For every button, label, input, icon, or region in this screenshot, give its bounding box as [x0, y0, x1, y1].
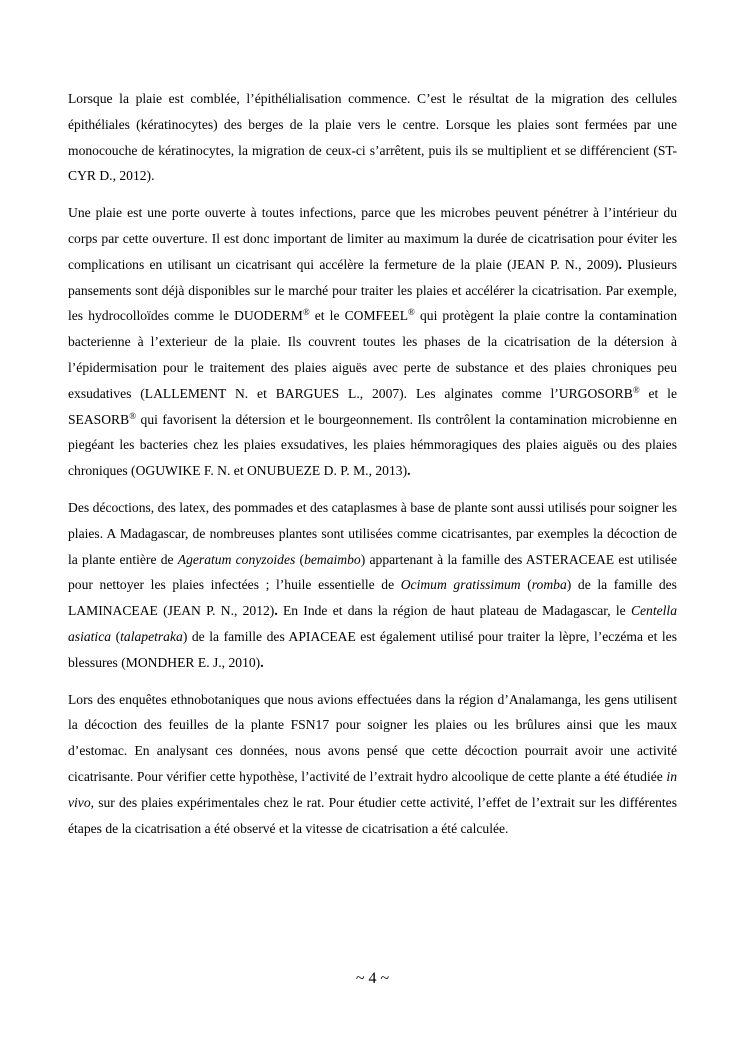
text-run: Une plaie est une porte ouverte à toutes infections, parce que les microbes peuvent pénétrer à l’intérieur du corps par cette ouverture. Il est donc important de limiter au maximum la durée de cicatrisation pour éviter les complications en utilisant un cicatrisant qui accélère la fermeture de la plaie (JEAN P. N., 2009): [68, 205, 677, 272]
text-run: Plusieurs pansements sont déjà disponibles sur le marché pour traiter les plaies et accélérer la cicatrisation. Par exemple, les hydrocolloïdes comme le DUODERM: [68, 256, 677, 324]
text-run: (: [520, 577, 532, 593]
italic-term: bemaimbo: [304, 551, 361, 567]
body-text: [68, 86, 677, 852]
text-run: ) de la famille des LAMINACEAE (JEAN P. N., 2012): [68, 577, 677, 619]
text-run: .: [260, 654, 264, 670]
registered-mark: ®: [302, 307, 310, 318]
paragraph-3: [68, 495, 677, 676]
text-run: (: [111, 628, 121, 644]
text-run: ) de la famille des APIACEAE est également utilisé pour traiter la lèpre, l’eczéma et les blessures (MONDHER E. J., 2010): [68, 628, 678, 670]
italic-term: talapetraka: [120, 628, 183, 644]
text-run: ) appartenant à la famille des ASTERACEAE est utilisée pour nettoyer les plaies infectées ; l’huile essentielle de: [68, 551, 677, 593]
text-run: (: [295, 551, 305, 567]
text-run: et le SEASORB: [68, 385, 677, 427]
italic-term: romba: [531, 577, 567, 593]
paragraph-4: [68, 687, 677, 842]
text-run: et le COMFEEL: [309, 308, 409, 324]
registered-mark: ®: [632, 384, 640, 395]
text-run: qui favorisent la détersion et le bourgeonnement. Ils contrôlent la contamination microbienne en piegéant les bacteries chez les plaies exsudatives, les plaies hémmoragiques des plaies aiguës ou des plaies chroniques (OGUWIKE F. N. et ONUBUEZE D. P. M., 2013): [68, 411, 677, 479]
text-run: En Inde et dans la région de haut plateau de Madagascar, le: [277, 603, 631, 619]
text-run: qui protègent la plaie contre la contamination bacterienne à l’exterieur de la plaie. Ils couvrent toutes les phases de la cicatrisation de la détersion à l’épidermisation pour le traitement des plaies aiguës avec perte de substance et des plaies chroniques peu exsudatives (LALLEMENT N. et BARGUES L., 2007). Les alginates comme l’URGOSORB: [68, 308, 678, 401]
italic-term: Ageratum conyzoides: [177, 551, 296, 567]
paragraph-1: [68, 86, 677, 189]
registered-mark: ®: [408, 307, 415, 318]
page-number: ~ 4 ~: [355, 970, 390, 987]
italic-term: Ocimum gratissimum: [400, 577, 521, 593]
text-run: , sur des plaies expérimentales chez le rat. Pour étudier cette activité, l’effet de l’extrait sur les différentes étapes de la cicatrisation a été observé et la vitesse de cicatrisation a été calculée.: [68, 794, 677, 836]
text-run: .: [618, 256, 622, 272]
paragraph-2: [68, 200, 677, 484]
text-run: Lorsque la plaie est comblée, l’épithélialisation commence. C’est le résultat de la migration des cellules épithéliales (kératinocytes) des berges de la plaie vers le centre. Lorsque les plaies sont fermées par une monocouche de kératinocytes, la migration de ceux-ci s’arrêtent, puis ils se multiplient et se différencient (ST-CYR D., 2012).: [68, 91, 677, 184]
text-run: .: [407, 463, 411, 479]
text-run: Lors des enquêtes ethnobotaniques que nous avions effectuées dans la région d’Analamanga, les gens utilisent la décoction des feuilles de la plante FSN17 pour soigner les plaies ou les brûlures ainsi que les maux d’estomac. En analysant ces données, nous avons pensé que cette décoction pourrait avoir une activité cicatrisante. Pour vérifier cette hypothèse, l’activité de l’extrait hydro alcoolique de cette plante a été étudiée: [68, 691, 677, 784]
italic-term: Centella asiatica: [68, 603, 677, 644]
text-run: .: [274, 603, 278, 619]
italic-term: in vivo: [68, 768, 677, 810]
text-run: Des décoctions, des latex, des pommades et des cataplasmes à base de plante sont aussi utilisés pour soigner les plaies. A Madagascar, de nombreuses plantes sont utilisées comme cicatrisantes, par exemples la décoction de la plante entière de: [68, 499, 677, 567]
registered-mark: ®: [129, 410, 137, 421]
